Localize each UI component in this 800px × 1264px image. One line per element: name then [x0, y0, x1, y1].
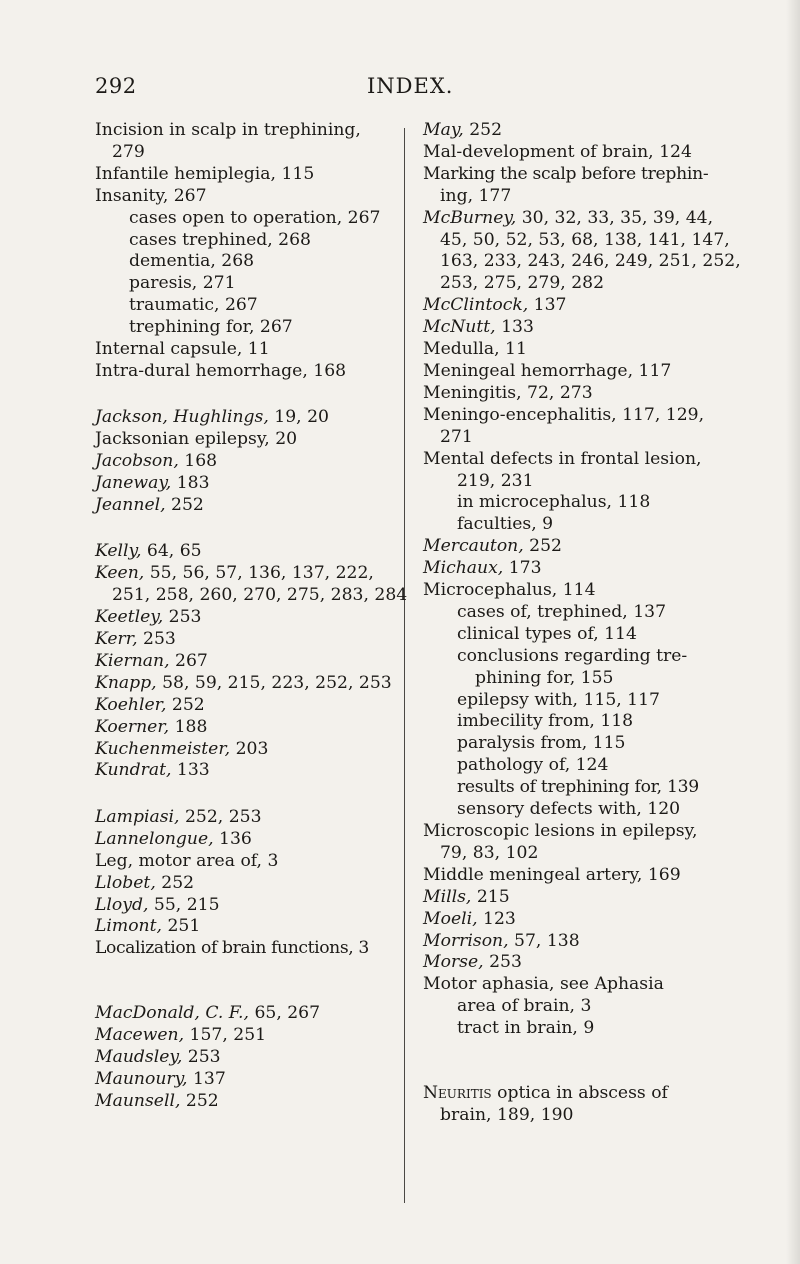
author-name: Llobet,: [95, 872, 156, 893]
author-name: Morse,: [423, 952, 484, 973]
index-subentry: imbecility from, 118: [457, 711, 634, 732]
author-name: Jacobson,: [95, 451, 179, 472]
index-subentry: results of trephining for, 139: [457, 777, 699, 798]
page-refs: 55, 56, 57, 136, 137, 222,: [144, 563, 374, 584]
index-entry-continuation: brain, 189, 190: [440, 1104, 574, 1125]
page-refs: 253: [483, 952, 522, 973]
entry-text: optica in abscess of: [491, 1083, 668, 1104]
page-refs: 252: [180, 1090, 219, 1111]
index-entry: [95, 407, 411, 429]
index-entry-continuation: 45, 50, 52, 53, 68, 138, 141, 147,: [440, 229, 730, 250]
index-entry: [95, 629, 411, 651]
author-name: Macewen,: [95, 1025, 185, 1046]
index-entry: [423, 952, 739, 974]
index-entry: [95, 1069, 411, 1091]
index-subentry: cases open to operation, 267: [129, 207, 381, 228]
index-entry: Mental defects in frontal lesion,: [423, 448, 702, 469]
index-entry: [423, 208, 739, 230]
index-subentry: area of brain, 3: [457, 996, 592, 1017]
author-name: McBurney,: [423, 207, 517, 228]
index-entry: Medulla, 11: [423, 339, 527, 360]
index-subentry: cases of, trephined, 137: [457, 601, 667, 622]
page-refs: 137: [528, 295, 567, 316]
index-entry: [95, 1047, 411, 1069]
page-refs: 183: [171, 473, 210, 494]
index-subentry: tract in brain, 9: [457, 1018, 595, 1039]
author-name: Kelly,: [95, 541, 142, 562]
index-entry: [95, 760, 411, 782]
page-refs: 55, 215: [148, 894, 220, 915]
page-refs: 253: [137, 629, 176, 650]
page-refs: 252: [166, 694, 205, 715]
index-subentry: pathology of, 124: [457, 755, 609, 776]
author-name: Keen,: [95, 563, 145, 584]
index-entry-continuation: 271: [440, 426, 473, 447]
index-entry: [95, 541, 411, 563]
index-entry: [95, 607, 411, 629]
author-name: Maunoury,: [95, 1068, 188, 1089]
index-subentry: in microcephalus, 118: [457, 492, 651, 513]
author-name: Maudsley,: [95, 1047, 183, 1068]
index-subentry: clinical types of, 114: [457, 623, 637, 644]
index-entry: Middle meningeal artery, 169: [423, 864, 681, 885]
index-entry: [95, 717, 411, 739]
index-entry-continuation: 163, 233, 243, 246, 249, 251, 252,: [440, 251, 741, 272]
page-refs: 215: [471, 886, 510, 907]
index-entry: Marking the scalp before trephin-: [423, 163, 709, 184]
index-entry: [423, 1083, 739, 1105]
page-refs: 252: [463, 120, 503, 140]
index-entry: Meningo-encephalitis, 117, 129,: [423, 404, 705, 425]
index-subentry: faculties, 9: [457, 514, 554, 535]
index-entry: [95, 1003, 411, 1025]
index-entry: Incision in scalp in trephining,: [95, 120, 361, 140]
section-gap: [95, 517, 411, 542]
section-gap: [95, 782, 411, 807]
author-name: MacDonald, C. F.,: [95, 1003, 249, 1024]
index-entry: [95, 873, 411, 895]
index-entry: Intra-dural hemorrhage, 168: [95, 360, 347, 381]
author-name: Kerr,: [95, 629, 138, 650]
page-refs: 136: [213, 828, 252, 849]
index-entry: Motor aphasia, see Aphasia: [423, 974, 664, 995]
index-entry-continuation: 253, 275, 279, 282: [440, 273, 605, 294]
index-entry: [95, 673, 411, 695]
author-name: Knapp,: [95, 672, 157, 693]
index-entry: [95, 451, 411, 473]
author-name: Kiernan,: [95, 650, 170, 671]
page-refs: 252: [523, 536, 562, 557]
author-name: Jeannel,: [95, 495, 166, 515]
index-entry: Insanity, 267: [95, 185, 207, 206]
index-subentry: epilepsy with, 115, 117: [457, 689, 660, 710]
index-entry: [95, 829, 411, 851]
index-entry: Microcephalus, 114: [423, 580, 596, 601]
author-name: Moeli,: [423, 908, 478, 929]
index-entry: Meningitis, 72, 273: [423, 382, 593, 403]
index-entry: [423, 909, 739, 931]
index-entry: [95, 695, 411, 717]
author-name: Maunsell,: [95, 1090, 181, 1111]
section-gap: [95, 960, 411, 1003]
author-name: Koerner,: [95, 716, 170, 737]
index-subentry: trephining for, 267: [129, 317, 293, 338]
author-name: Janeway,: [95, 473, 172, 494]
index-entry: Leg, motor area of, 3: [95, 850, 279, 871]
index-entry: Infantile hemiplegia, 115: [95, 163, 315, 184]
section-gap: [95, 383, 411, 408]
index-entry: [423, 295, 739, 317]
page-refs: 65, 267: [248, 1003, 321, 1024]
entry-heading-smallcaps: Neuritis: [423, 1083, 492, 1104]
index-entry: [95, 473, 411, 495]
page-refs: 123: [477, 908, 516, 929]
index-entry: Meningeal hemorrhage, 117: [423, 360, 672, 381]
page-refs: 168: [178, 451, 218, 472]
index-subentry: sensory defects with, 120: [457, 799, 681, 820]
author-name: Limont,: [95, 916, 162, 937]
index-entry: [423, 317, 739, 339]
page-refs: 58, 59, 215, 223, 252, 253: [156, 672, 392, 693]
page-refs: 137: [187, 1068, 226, 1089]
index-column-left: [95, 120, 411, 1113]
page-header: [95, 74, 715, 106]
author-name: May,: [423, 120, 464, 140]
author-name: Koehler,: [95, 694, 167, 715]
page-refs: 173: [503, 558, 542, 579]
index-entry: [423, 120, 739, 142]
index-entry-continuation: 219, 231: [457, 470, 534, 491]
index-entry: [95, 739, 411, 761]
index-subentry: traumatic, 267: [129, 295, 258, 316]
page-edge: [786, 0, 800, 1264]
page-number: 292: [95, 74, 137, 98]
index-subentry-continuation: phining for, 155: [475, 667, 614, 688]
index-column-right: [423, 120, 739, 1127]
author-name: Lampiasi,: [95, 806, 180, 827]
author-name: Keetley,: [95, 607, 164, 628]
author-name: Mercauton,: [423, 536, 524, 557]
index-entry: [423, 558, 739, 580]
page-refs: 188: [169, 716, 208, 737]
index-entry: [95, 563, 411, 585]
index-entry: Localization of brain functions, 3: [95, 938, 369, 959]
page-refs: 253: [163, 607, 202, 628]
page-refs: 253: [182, 1047, 221, 1068]
page-refs: 157, 251: [184, 1025, 267, 1046]
index-subentry: dementia, 268: [129, 251, 255, 272]
author-name: Michaux,: [423, 558, 504, 579]
index-entry: [95, 1025, 411, 1047]
index-entry: [95, 495, 411, 517]
index-subentry: paralysis from, 115: [457, 733, 626, 754]
index-entry: [423, 931, 739, 953]
index-entry: Internal capsule, 11: [95, 339, 270, 360]
index-entry-continuation: 251, 258, 260, 270, 275, 283, 284: [112, 585, 408, 606]
index-entry: [95, 807, 411, 829]
page-refs: 252: [155, 872, 195, 893]
page-refs: 267: [169, 650, 208, 671]
page-refs: 203: [230, 738, 269, 759]
index-entry: [423, 536, 739, 558]
index-subentry: cases trephined, 268: [129, 229, 311, 250]
author-name: McClintock,: [423, 295, 529, 316]
page-refs: 64, 65: [141, 541, 202, 562]
page-refs: 30, 32, 33, 35, 39, 44,: [516, 207, 714, 228]
author-name: Kuchenmeister,: [95, 738, 231, 759]
index-entry: [423, 887, 739, 909]
author-name: Kundrat,: [95, 760, 172, 781]
author-name: Morrison,: [423, 930, 509, 951]
section-gap: [423, 1040, 739, 1083]
index-entry: [95, 895, 411, 917]
index-subentry: paresis, 271: [129, 273, 236, 294]
page-refs: 252, 253: [179, 806, 262, 827]
index-entry-continuation: 79, 83, 102: [440, 842, 539, 863]
page-refs: 133: [171, 760, 210, 781]
page-refs: 252: [165, 495, 204, 515]
index-entry: Mal-development of brain, 124: [423, 141, 692, 162]
page-refs: 19, 20: [268, 407, 329, 428]
index-subentry: conclusions regarding tre-: [457, 645, 688, 666]
author-name: Jackson, Hughlings,: [95, 407, 269, 428]
index-entry: [95, 916, 411, 938]
page-title: INDEX.: [367, 74, 454, 98]
index-entry: [95, 1091, 411, 1113]
author-name: Lloyd,: [95, 894, 149, 915]
author-name: McNutt,: [423, 317, 496, 338]
index-entry-continuation: 279: [112, 141, 145, 162]
page-refs: 133: [495, 317, 534, 338]
author-name: Lannelongue,: [95, 828, 214, 849]
index-entry: [95, 651, 411, 673]
index-entry-continuation: ing, 177: [440, 185, 512, 206]
index-entry: Jacksonian epilepsy, 20: [95, 429, 298, 450]
page-refs: 57, 138: [508, 930, 580, 951]
index-entry: Microscopic lesions in epilepsy,: [423, 821, 698, 841]
page-refs: 251: [162, 916, 201, 937]
author-name: Mills,: [423, 886, 472, 907]
